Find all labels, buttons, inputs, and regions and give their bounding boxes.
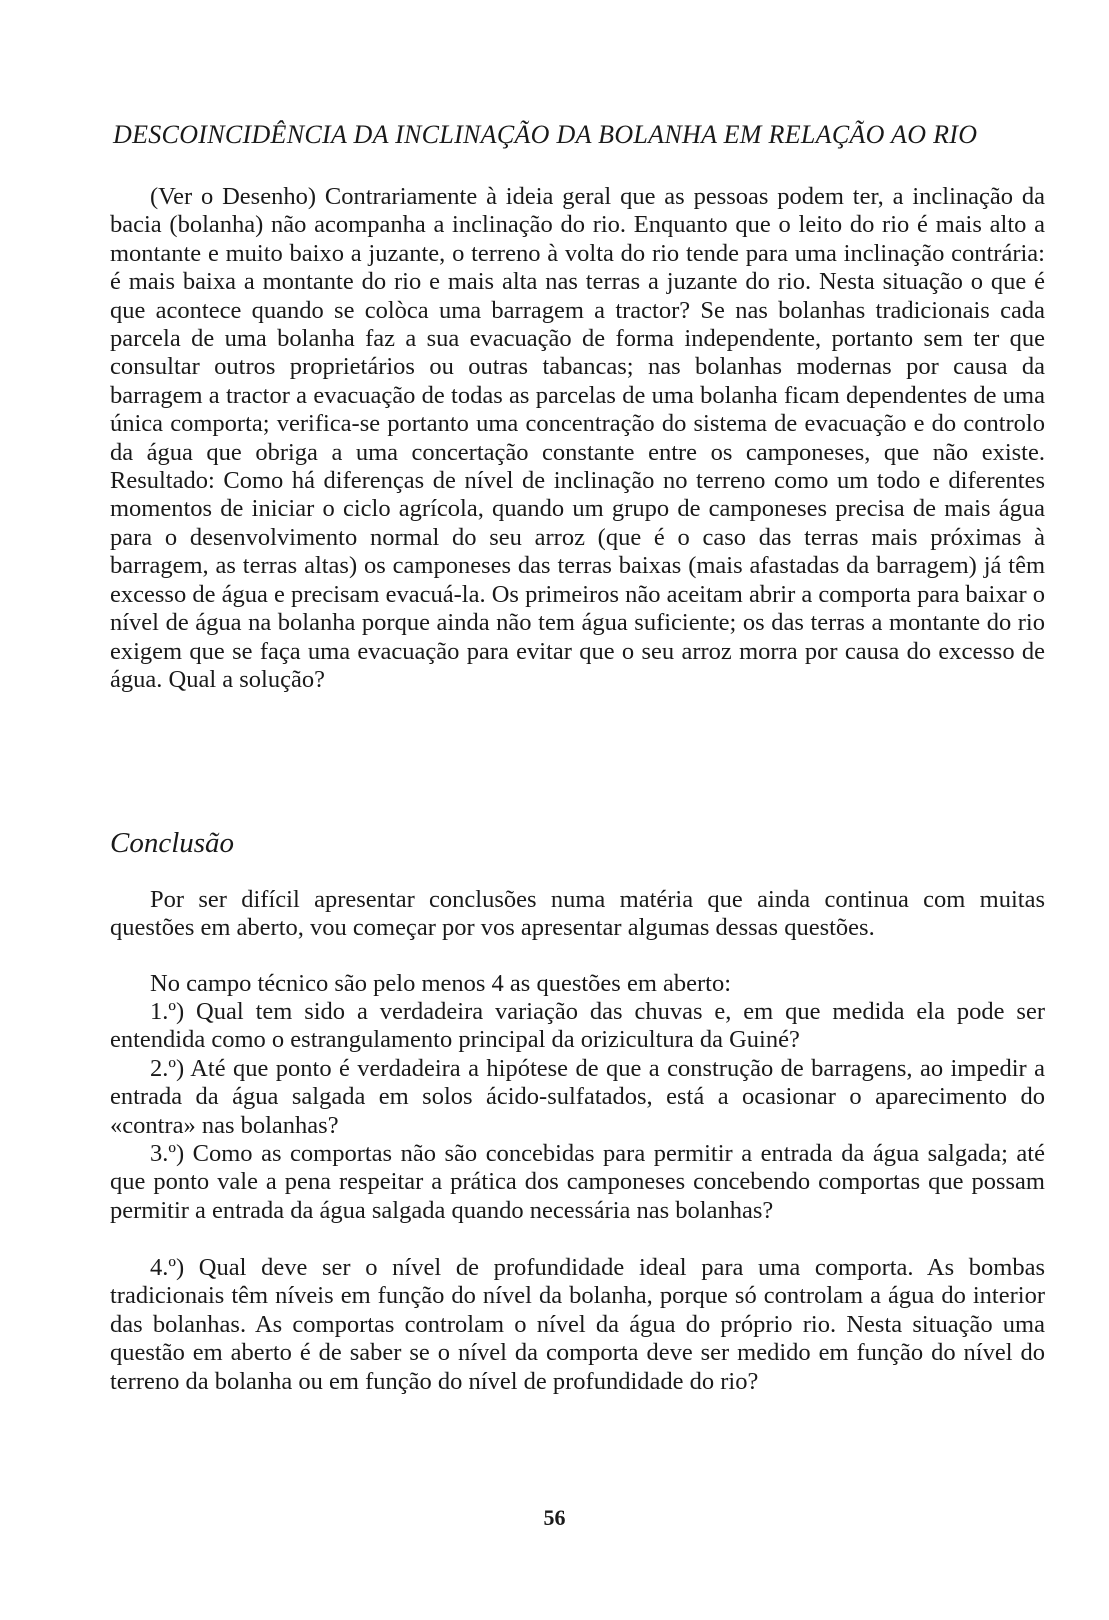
question-2: 2.º) Até que ponto é verdadeira a hipótese de que a construção de barragens, ao impedir a entrada da água salgada em solos ácido-sulfatados, está a ocasionar o aparecimento do «contra» nas bolanhas? xyxy=(110,1055,1045,1139)
conclusion-heading: Conclusão xyxy=(110,827,235,859)
question-3: 3.º) Como as comportas não são concebidas para permitir a entrada da água salgada; até que ponto vale a pena respeitar a prática dos camponeses concebendo comportas que possam permitir a entrada da água salgada quando necessária nas bolanhas? xyxy=(110,1140,1045,1224)
technical-intro-paragraph: No campo técnico são pelo menos 4 as questões em aberto: xyxy=(150,970,732,997)
body-paragraph: (Ver o Desenho) Contrariamente à ideia geral que as pessoas podem ter, a inclinação da bacia (bolanha) não acompanha a inclinação do rio. Enquanto que o leito do rio é mais alto a montante e muito baixo a juzante, o terreno à volta do rio tende para uma inclinação contrária: é mais baixa a montante do rio e mais alta nas terras a juzante do rio. Nesta situação o que é que acontece quando se colòca uma barragem a tractor? Se nas bolanhas tradicionais cada parcela de uma bolanha faz a sua evacuação de forma independente, portanto sem ter que consultar outros proprietários ou outras tabancas; nas bolanhas modernas por causa da barragem a tractor a evacuação de todas as parcelas de uma bolanha ficam dependentes de uma única comporta; verifica-se portanto uma concentração do sistema de evacuação e do controlo da água que obriga a uma concertação constante entre os camponeses, que não existe. Resultado: Como há diferenças de nível de inclinação no terreno como um todo e diferentes momentos de iniciar o ciclo agrícola, quando um grupo de camponeses precisa de mais água para o desenvolvimento normal do seu arroz (que é o caso das terras mais próximas à barragem, as terras altas) os camponeses das terras baixas (mais afastadas da barragem) já têm excesso de água e precisam evacuá-la. Os primeiros não aceitam abrir a comporta para baixar o nível de água na bolanha porque ainda não tem água suficiente; os das terras a montante do rio exigem que se faça uma evacuação para evitar que o seu arroz morra por causa do excesso de água. Qual a solução? xyxy=(110,183,1045,693)
page-number: 56 xyxy=(543,1505,566,1530)
question-4: 4.º) Qual deve ser o nível de profundidade ideal para uma comporta. As bombas tradicionais têm níveis em função do nível da bolanha, porque só controlam a água do interior das bolanhas. As comportas controlam o nível da água do próprio rio. Nesta situação uma questão em aberto é de saber se o nível da comporta deve ser medido em função do nível do terreno da bolanha ou em função do nível de profundidade do rio? xyxy=(110,1254,1045,1395)
question-1: 1.º) Qual tem sido a verdadeira variação das chuvas e, em que medida ela pode ser entendida como o estrangulamento principal da orizicultura da Guiné? xyxy=(110,998,1045,1054)
conclusion-intro-paragraph: Por ser difícil apresentar conclusões numa matéria que ainda continua com muitas questões em aberto, vou começar por vos apresentar algumas dessas questões. xyxy=(110,886,1045,942)
section-title: DESCOINCIDÊNCIA DA INCLINAÇÃO DA BOLANHA EM RELAÇÃO AO RIO xyxy=(113,120,978,149)
